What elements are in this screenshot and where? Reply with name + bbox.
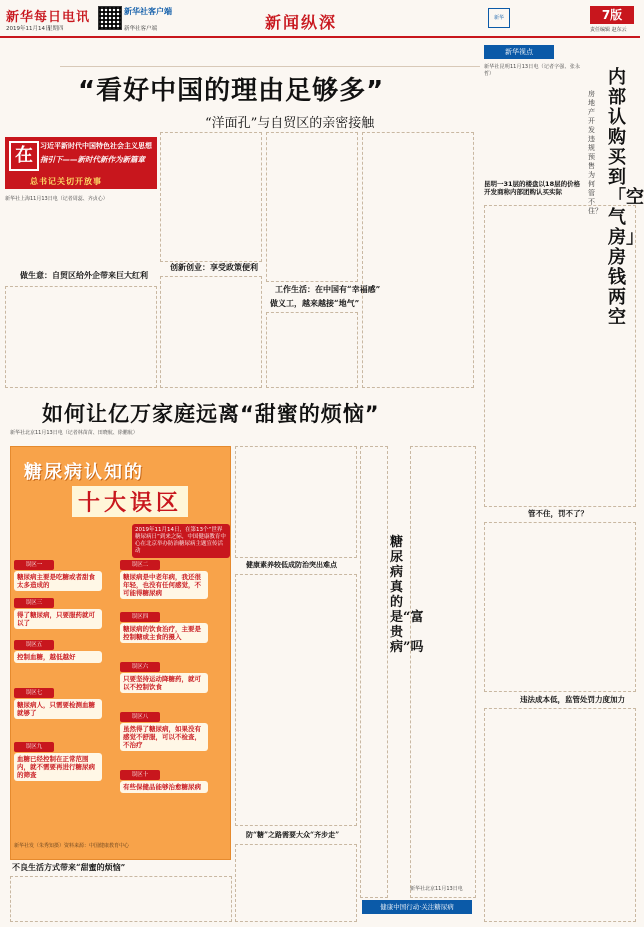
myth-label: 误区九 xyxy=(14,742,54,752)
myth-label: 误区三 xyxy=(14,598,54,608)
lead-subhead-3b: 做义工，越来越接“地气” xyxy=(270,298,360,308)
myth-label: 误区四 xyxy=(120,612,160,622)
right-subhead-2: 管不住，罚不了？ xyxy=(528,509,588,518)
issue-weekday: 星期四 xyxy=(47,26,64,32)
banner-line-3: 总书记关切开放事 xyxy=(30,177,102,186)
right-subhead-1: 昆明一31层的楼盘以18层的价格开发商称内部团购认买实际 xyxy=(484,180,581,196)
myth-label: 误区七 xyxy=(14,688,54,698)
headline-decoration xyxy=(60,44,480,67)
page-number-badge: 7版 xyxy=(590,6,634,24)
infographic-title: 糖尿病认知的 xyxy=(24,462,144,483)
right-byline: 新华社昆明11月13日电（记者字强、张永哲） xyxy=(484,64,580,77)
paper-name: 新华每日电讯 xyxy=(6,10,91,25)
right-subhead-3: 违法成本低，监管处罚力度加力 xyxy=(520,695,625,704)
second-headline[interactable]: 如何让亿万家庭远离“甜蜜的烦恼” xyxy=(42,402,380,426)
qr-code-icon[interactable] xyxy=(98,6,122,30)
banner-char: 在 xyxy=(9,141,39,171)
brand-label: 新华社客户端 xyxy=(124,7,172,16)
sidebar-vertical-title[interactable]: 糖尿病真的是“富贵病”吗 xyxy=(390,535,424,655)
myth-label: 误区六 xyxy=(120,662,160,672)
infographic-note: 2019年11月14日，在第13个“世界糖尿病日”到来之际，中国健康教育中心在北京举办防治糖尿病主题宣传活动 xyxy=(132,524,230,558)
myth-label: 误区二 xyxy=(120,560,160,570)
banner-line-1: 习近平新时代中国特色社会主义思想 xyxy=(40,142,152,150)
header-divider xyxy=(0,36,640,38)
myth-text: 控制血糖，越低越好 xyxy=(14,651,102,663)
right-headline[interactable]: 内部认购买到「空气房」房钱两空 xyxy=(608,67,644,328)
lead-subheadline: “洋面孔”与自贸区的亲密接触 xyxy=(205,116,375,131)
lead-subhead-2: 创新创业：享受政策便利 xyxy=(170,262,258,272)
lead-body-col-2 xyxy=(160,132,262,262)
second-body-col-1 xyxy=(235,446,357,558)
health-campaign-banner: 健康中国行动·关注糖尿病 xyxy=(362,900,472,914)
myth-text: 血糖已经控制在正常范围内，就不需要再进行糖尿病的筛查 xyxy=(14,753,102,781)
second-subhead-2: 健康素养较低成防治突出难点 xyxy=(246,560,337,569)
lead-body-col-6 xyxy=(362,132,474,388)
second-body-col-3 xyxy=(235,844,357,922)
second-subhead-3: 防“糖”之路需要大众“齐步走” xyxy=(246,830,340,839)
myth-text: 糖尿病的饮食治疗，主要是控制糖或主食的摄入 xyxy=(120,623,208,643)
second-byline: 新华社北京11月13日电（记者林苗苗、田晓航、徐鹏航） xyxy=(10,430,138,436)
brand-sub-label: 新华社客户端 xyxy=(124,26,158,32)
myth-text: 糖尿病人，只需要检测血糖就够了 xyxy=(14,699,102,719)
sidebar-body-col-2 xyxy=(410,446,476,898)
lead-subhead-1: 做生意：自贸区给外企带来巨大红利 xyxy=(20,270,148,280)
sidebar-body-col-1 xyxy=(360,446,388,898)
editor-credit: 责任编辑 赵东云 xyxy=(590,27,627,33)
second-body-col-2 xyxy=(235,574,357,826)
myth-label: 误区一 xyxy=(14,560,54,570)
lead-subhead-3: 工作生活：在中国有“幸福感” xyxy=(275,284,381,294)
myth-label: 误区十 xyxy=(120,770,160,780)
myth-label: 误区五 xyxy=(14,640,54,650)
myth-text: 有些保健品能够治愈糖尿病 xyxy=(120,781,208,793)
infographic-big-title: 十大误区 xyxy=(72,486,188,517)
lead-byline: 新华社上海11月13日电（记者周蕊、齐贞心） xyxy=(5,196,108,202)
right-body-2 xyxy=(484,522,636,692)
right-body-3 xyxy=(484,708,636,922)
sidebar-byline: 新华社北京11月13日电 xyxy=(410,886,463,892)
second-body-col-4 xyxy=(10,876,232,922)
lead-body-col-5 xyxy=(266,312,358,388)
myth-text: 只要坚持运动降糖药，就可以不控制饮食 xyxy=(120,673,208,693)
myth-text: 虽然得了糖尿病，如果没有感觉不舒服，可以不检查，不治疗 xyxy=(120,723,208,751)
lead-body-col-1 xyxy=(5,286,157,388)
right-subheadline: 房地产开发违规预售为何管不住？ xyxy=(588,90,602,215)
banner-line-2: 指引下——新时代新作为新篇章 xyxy=(40,155,145,164)
lead-body-col-4 xyxy=(266,132,358,282)
lead-body-col-3 xyxy=(160,276,262,388)
second-subhead-1: 不良生活方式带来“甜蜜的烦恼” xyxy=(12,862,126,872)
myth-text: 得了糖尿病，只要服药就可以了 xyxy=(14,609,102,629)
lead-headline[interactable]: “看好中国的理由足够多” xyxy=(78,76,385,106)
myth-text: 糖尿病主要是吃糖或者甜食太多造成的 xyxy=(14,571,102,591)
right-body-1 xyxy=(484,205,636,507)
issue-date: 2019年11月14日 xyxy=(6,26,51,32)
myth-label: 误区八 xyxy=(120,712,160,722)
xinhua-logo-icon: 新华 xyxy=(488,8,510,28)
xinhua-view-tag: 新华视点 xyxy=(484,45,554,59)
infographic-credit: 新华社发（朱秀知摄）资料来源：中国健康教育中心 xyxy=(14,843,130,849)
section-title: 新闻纵深 xyxy=(265,13,338,32)
myth-text: 糖尿病是中老年病，我还很年轻，也没有任何感觉，不可能得糖尿病 xyxy=(120,571,208,599)
